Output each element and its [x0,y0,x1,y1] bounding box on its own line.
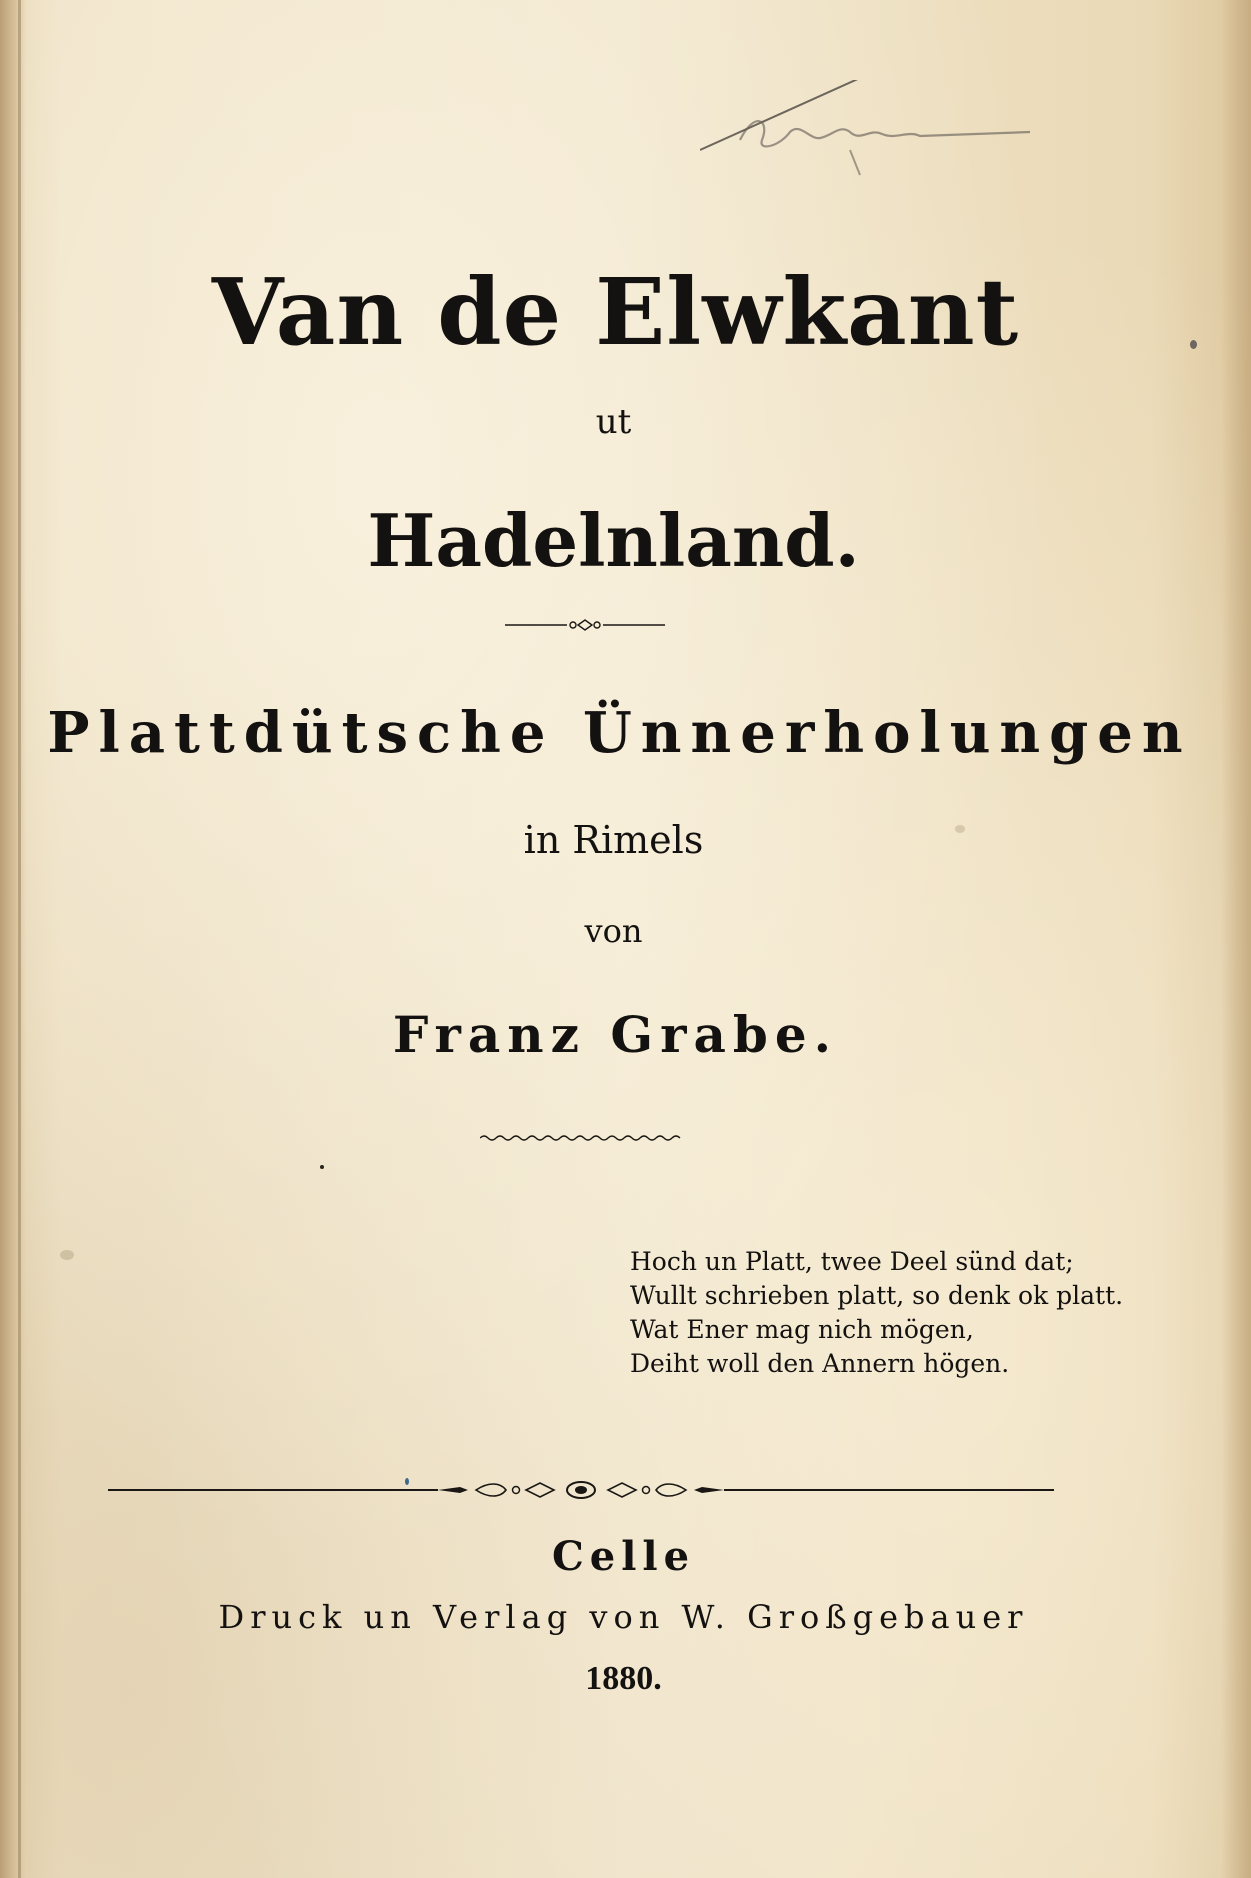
motto-line: Wullt schrieben platt, so denk ok platt. [630,1281,1124,1310]
ink-speck [320,1165,324,1169]
book-title: Van de Elwkant [211,258,1020,366]
author-preposition: von [584,912,643,950]
title-connector: ut [595,402,632,442]
wavy-rule [480,1132,686,1144]
imprint-publisher: Druck un Verlag von W. Großgebauer [218,1598,1029,1636]
title-place: Hadelnland. [367,498,860,583]
author-name: Franz Grabe. [392,1005,839,1064]
ink-speck [405,1478,409,1485]
book-subtitle: Plattdütsche Ünnerholungen [47,700,1192,766]
rule-ornament-small [505,618,665,632]
motto-line: Wat Ener mag nich mögen, [630,1315,974,1344]
ink-speck [1190,340,1197,349]
subtitle-form: in Rimels [523,818,704,862]
motto-line: Hoch un Platt, twee Deel sünd dat; [630,1247,1074,1276]
paper-foxing [955,825,965,833]
imprint-city: Celle [551,1533,696,1580]
rule-ornament-large [108,1478,1054,1502]
pencil-signature [700,80,1060,230]
imprint-year: 1880. [585,1660,662,1697]
motto-line: Deiht woll den Annern högen. [630,1349,1010,1378]
motto-verse [630,1245,1123,1381]
paper-foxing [60,1250,74,1260]
